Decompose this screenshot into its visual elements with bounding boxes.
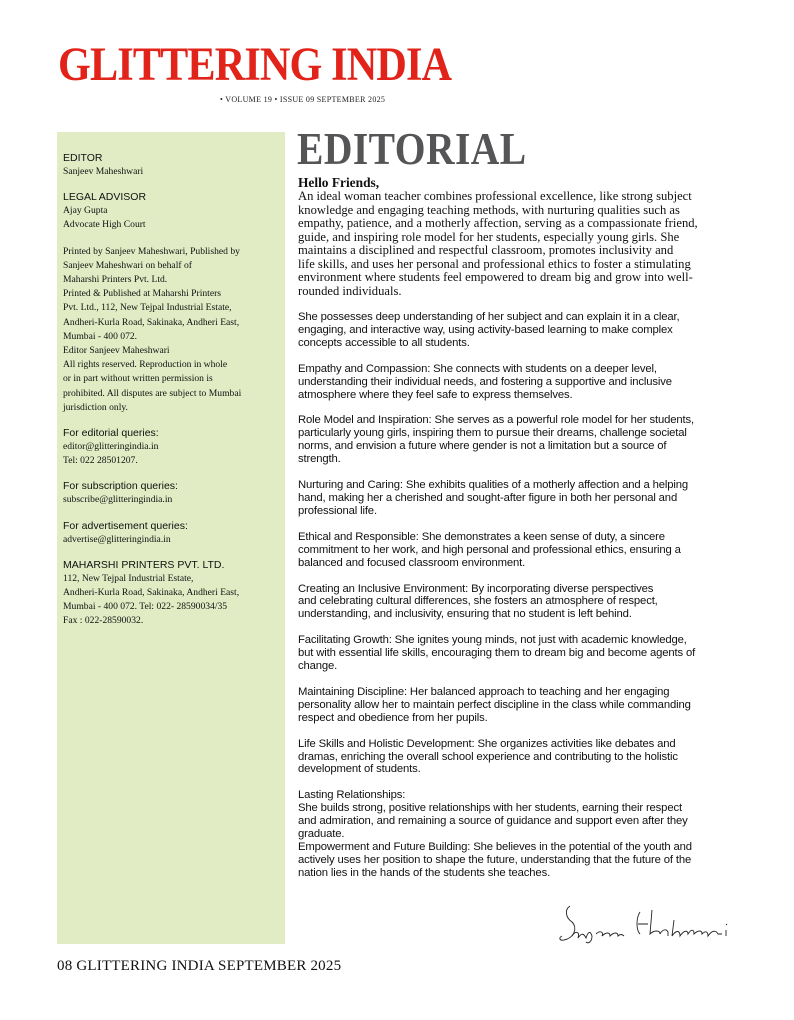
magazine-title: GLITTERING INDIA bbox=[58, 38, 452, 91]
paragraph-line: Lasting Relationships: bbox=[298, 789, 406, 802]
paragraph-line: She builds strong, positive relationships with her students, earning their respect bbox=[298, 802, 682, 815]
printer-heading: MAHARSHI PRINTERS PVT. LTD. bbox=[63, 558, 225, 571]
paragraph-line: and celebrating cultural differences, she fosters an atmosphere of respect, bbox=[298, 595, 658, 608]
paragraph-line: graduate. bbox=[298, 828, 345, 841]
section-title: EDITORIAL bbox=[297, 123, 527, 174]
paragraph-line: balanced and focused classroom environment. bbox=[298, 556, 526, 569]
editorial-tel: Tel: 022 28501207. bbox=[63, 455, 138, 467]
paragraph-line: atmosphere where they feel safe to express themselves. bbox=[298, 388, 573, 401]
paragraph-line: particularly young girls, inspiring them to pursue their dreams, challenge societal bbox=[298, 427, 687, 440]
paragraph-line: dramas, enriching the overall school experience and contributing to the holistic bbox=[298, 750, 678, 763]
imprint-line: Printed & Published at Maharshi Printers bbox=[63, 288, 222, 300]
paragraph-line: She possesses deep understanding of her subject and can explain it in a clear, bbox=[298, 311, 680, 323]
editorial-contact bbox=[63, 427, 279, 468]
paragraph-line: development of students. bbox=[298, 763, 421, 776]
greeting: Hello Friends, bbox=[298, 175, 380, 190]
imprint-line: Editor Sanjeev Maheshwari bbox=[63, 345, 170, 357]
legal-line: Ajay Gupta bbox=[63, 205, 108, 217]
paragraph-line: Empathy and Compassion: She connects with students on a deeper level, bbox=[298, 362, 657, 375]
advertisement-contact bbox=[63, 520, 279, 547]
imprint-line: Printed by Sanjeev Maheshwari, Published by bbox=[63, 245, 240, 257]
imprint-line: Maharshi Printers Pvt. Ltd. bbox=[63, 274, 168, 286]
paragraph-gap bbox=[298, 725, 748, 738]
paragraph-line: Role Model and Inspiration: She serves as a powerful role model for her students, bbox=[298, 414, 695, 427]
paragraph-line: norms, and envision a future where gender is not a limitation but a source of bbox=[298, 440, 667, 453]
paragraph-gap bbox=[298, 570, 748, 583]
paragraph-line: actively uses her position to shape the future, understanding that the future of the bbox=[298, 853, 692, 866]
editorial-paragraph bbox=[298, 686, 748, 725]
editor-name: Sanjeev Maheshwari bbox=[63, 166, 144, 177]
printer-address-line: Fax : 022-28590032. bbox=[63, 615, 144, 627]
imprint-line: All rights reserved. Reproduction in whole bbox=[63, 359, 228, 371]
masthead bbox=[58, 38, 452, 104]
paragraph-gap bbox=[298, 518, 748, 531]
paragraph-line: nation lies in the hands of the students she teaches. bbox=[298, 866, 551, 879]
editorial-paragraph bbox=[298, 634, 748, 673]
paragraph-line: Empowerment and Future Building: She believes in the potential of the youth and bbox=[298, 841, 692, 853]
paragraph-line: Nurturing and Caring: She exhibits qualities of a motherly affection and a helping bbox=[298, 479, 689, 492]
paragraph-gap bbox=[298, 350, 748, 363]
intro-line: environment where students feel empowered to dream big and grow into well- bbox=[298, 270, 693, 284]
subscription-queries-heading: For subscription queries: bbox=[63, 480, 178, 493]
intro-line: guide, and inspiring role model for her students, especially young girls. She bbox=[298, 229, 680, 244]
editorial-paragraph bbox=[298, 479, 748, 518]
paragraph-gap bbox=[298, 298, 748, 311]
paragraph-gap bbox=[298, 466, 748, 479]
page-footer: 08 GLITTERING INDIA SEPTEMBER 2025 bbox=[57, 958, 342, 974]
editorial-paragraph bbox=[298, 738, 748, 777]
paragraph-gap bbox=[298, 401, 748, 414]
intro-line: empathy, patience, and a motherly affection, serving as a compassionate friend, bbox=[298, 216, 698, 230]
editor-heading: EDITOR bbox=[63, 152, 103, 164]
printer-address-line: Andheri-Kurla Road, Sakinaka, Andheri East, bbox=[63, 587, 240, 599]
credits-sidebar bbox=[57, 132, 285, 944]
editorial-paragraph bbox=[298, 414, 748, 466]
editor-signature bbox=[556, 900, 741, 944]
paragraph-line: hand, making her a cherished and sought-after figure in both her personal and bbox=[298, 491, 678, 504]
paragraph-line: but with essential life skills, encouraging them to dream big and become agents of bbox=[298, 647, 696, 660]
paragraph-gap bbox=[298, 776, 748, 789]
legal-line: Advocate High Court bbox=[63, 219, 146, 231]
intro-line: rounded individuals. bbox=[298, 283, 402, 298]
advertisement-email[interactable]: advertise@glitteringindia.in bbox=[63, 533, 171, 545]
imprint-line: jurisdiction only. bbox=[63, 401, 128, 413]
editorial-email[interactable]: editor@glitteringindia.in bbox=[63, 441, 159, 453]
editor-block bbox=[63, 152, 279, 179]
editorial-paragraph bbox=[298, 789, 748, 879]
intro-line: maintains a disciplined and respectful classroom, promotes inclusivity and bbox=[298, 243, 674, 257]
intro-line: An ideal woman teacher combines professional excellence, like strong subject bbox=[298, 189, 692, 203]
subscription-contact bbox=[63, 480, 279, 507]
imprint-line: or in part without written permission is bbox=[63, 373, 213, 385]
paragraph-list bbox=[298, 298, 748, 880]
paragraph-line: personality allow her to maintain perfect discipline in the class while commanding bbox=[298, 698, 691, 711]
printer-address-line: Mumbai - 400 072. Tel: 022- 28590034/35 bbox=[63, 601, 228, 613]
paragraph-line: and admiration, and remaining a source of guidance and support even after they bbox=[298, 815, 688, 828]
paragraph-line: understanding, and inclusivity, ensuring that no student is left behind. bbox=[298, 608, 632, 621]
paragraph-gap bbox=[298, 621, 748, 634]
paragraph-line: Creating an Inclusive Environment: By incorporating diverse perspectives bbox=[298, 582, 654, 595]
paragraph-line: Maintaining Discipline: Her balanced approach to teaching and her engaging bbox=[298, 685, 670, 698]
editorial-paragraph bbox=[298, 311, 748, 350]
intro-line: life skills, and uses her personal and professional ethics to foster a stimulating bbox=[298, 256, 691, 271]
imprint-line: prohibited. All disputes are subject to Mumbai bbox=[63, 387, 242, 399]
paragraph-line: professional life. bbox=[298, 504, 377, 517]
paragraph-gap bbox=[298, 673, 748, 686]
printer-block bbox=[63, 559, 279, 629]
imprint-line: Andheri-Kurla Road, Sakinaka, Andheri East, bbox=[63, 316, 240, 328]
editorial-paragraph bbox=[298, 583, 748, 622]
advertisement-queries-heading: For advertisement queries: bbox=[63, 519, 188, 532]
legal-block bbox=[63, 191, 279, 232]
paragraph-line: concepts accessible to all students. bbox=[298, 336, 470, 349]
paragraph-line: change. bbox=[298, 660, 338, 673]
paragraph-line: engaging, and interactive way, using activity-based learning to make complex bbox=[298, 323, 673, 336]
legal-heading: LEGAL ADVISOR bbox=[63, 191, 147, 204]
paragraph-line: strength. bbox=[298, 453, 341, 466]
imprint-line: Mumbai - 400 072. bbox=[63, 330, 138, 342]
imprint-block bbox=[63, 245, 279, 415]
editorial-paragraph bbox=[298, 363, 748, 402]
imprint-line: Sanjeev Maheshwari on behalf of bbox=[63, 259, 192, 271]
editorial-body bbox=[298, 176, 748, 880]
paragraph-line: commitment to her work, and high personal and professional ethics, ensuring a bbox=[298, 543, 681, 556]
intro-line: knowledge and engaging teaching methods, with nurturing qualities such as bbox=[298, 202, 680, 217]
intro-paragraph bbox=[298, 190, 748, 298]
imprint-line: Pvt. Ltd., 112, New Tejpal Industrial Estate, bbox=[63, 302, 232, 314]
paragraph-line: Life Skills and Holistic Development: She organizes activities like debates and bbox=[298, 737, 676, 750]
printer-address-line: 112, New Tejpal Industrial Estate, bbox=[63, 572, 194, 584]
paragraph-line: understanding their individual needs, and fostering a supportive and inclusive bbox=[298, 375, 672, 388]
paragraph-line: Facilitating Growth: She ignites young minds, not just with academic knowledge, bbox=[298, 634, 687, 647]
editorial-queries-heading: For editorial queries: bbox=[63, 427, 159, 440]
paragraph-line: Ethical and Responsible: She demonstrates a keen sense of duty, a sincere bbox=[298, 530, 665, 543]
issue-line: • VOLUME 19 • ISSUE 09 SEPTEMBER 2025 bbox=[220, 95, 386, 104]
editorial-paragraph bbox=[298, 531, 748, 570]
paragraph-line: respect and obedience from her pupils. bbox=[298, 711, 488, 724]
subscription-email[interactable]: subscribe@glitteringindia.in bbox=[63, 494, 173, 506]
